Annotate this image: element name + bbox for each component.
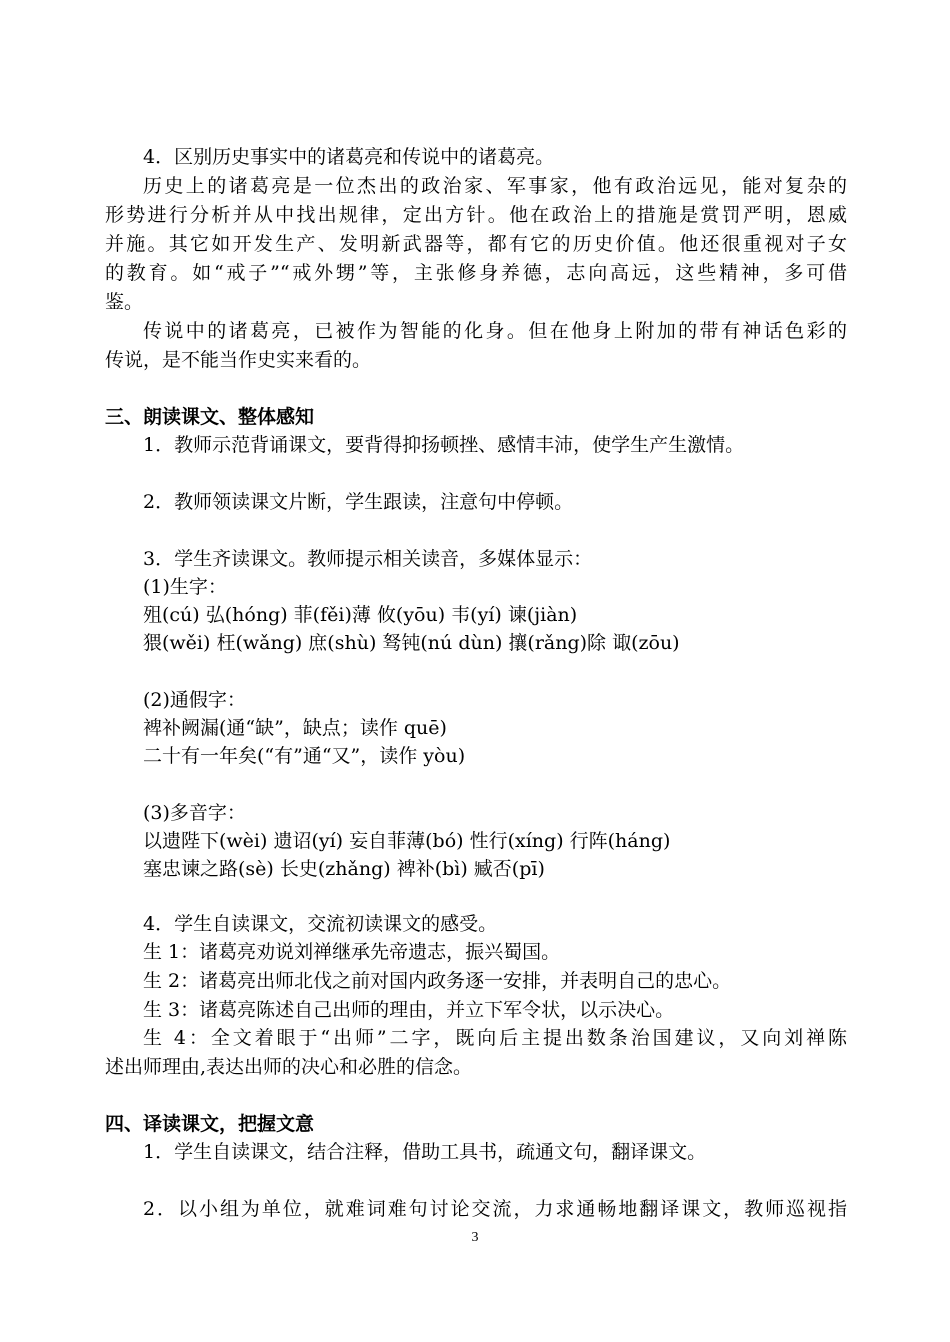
paragraph-line: (2)通假字： (143, 689, 246, 711)
paragraph-line: 的教育。如“戒子”“戒外甥”等，主张修身养德，志向高远，这些精神，多可借 (105, 262, 847, 284)
paragraph-line: 生 4：全文着眼于“出师”二字，既向后主提出数条治国建议，又向刘禅陈 (143, 1027, 847, 1049)
paragraph-line: 生 1：诸葛亮劝说刘禅继承先帝遗志，振兴蜀国。 (143, 941, 561, 963)
paragraph-line: 历史上的诸葛亮是一位杰出的政治家、军事家，他有政治远见，能对复杂的 (143, 175, 847, 197)
paragraph-line: 1．学生自读课文，结合注释，借助工具书，疏通文句，翻译课文。 (143, 1141, 707, 1163)
paragraph-line: 生 3：诸葛亮陈述自己出师的理由，并立下军令状，以示决心。 (143, 999, 675, 1021)
paragraph-line: 2．教师领读课文片断，学生跟读，注意句中停顿。 (143, 491, 574, 513)
paragraph-line: 3．学生齐读课文。教师提示相关读音，多媒体显示： (143, 548, 593, 570)
paragraph-line: 裨补阙漏(通“缺”，缺点；读作 quē) (143, 717, 447, 739)
paragraph-line: 4．区别历史事实中的诸葛亮和传说中的诸葛亮。 (143, 146, 555, 168)
paragraph-line: 并施。其它如开发生产、发明新武器等，都有它的历史价值。他还很重视对子女 (105, 233, 847, 255)
paragraph-line: 塞忠谏之路(sè) 长史(zhǎng) 裨补(bì) 臧否(pī) (143, 858, 545, 880)
paragraph-line: 4．学生自读课文，交流初读课文的感受。 (143, 913, 498, 935)
paragraph-line: 2．以小组为单位，就难词难句讨论交流，力求通畅地翻译课文，教师巡视指 (143, 1198, 847, 1220)
paragraph-line: 述出师理由,表达出师的决心和必胜的信念。 (105, 1056, 473, 1078)
paragraph-line: 殂(cú) 弘(hóng) 菲(fěi)薄 攸(yōu) 韦(yí) 谏(jiàn) (143, 604, 578, 626)
paragraph-line: (3)多音字： (143, 802, 246, 824)
paragraph-line: 二十有一年矣(“有”通“又”，读作 yòu) (143, 745, 466, 767)
paragraph-line: 生 2：诸葛亮出师北伐之前对国内政务逐一安排，并表明自己的忠心。 (143, 970, 732, 992)
paragraph-line: 传说，是不能当作史实来看的。 (105, 349, 372, 371)
paragraph-line: 传说中的诸葛亮，已被作为智能的化身。但在他身上附加的带有神话色彩的 (143, 320, 847, 342)
paragraph-line: 鉴。 (105, 291, 144, 313)
paragraph-line: 1．教师示范背诵课文，要背得抑扬顿挫、感情丰沛，使学生产生激情。 (143, 434, 745, 456)
section-heading: 三、朗读课文、整体感知 (105, 406, 315, 428)
page-number: 3 (471, 1230, 479, 1245)
paragraph-line: 以遗陛下(wèi) 遗诏(yí) 妄自菲薄(bó) 性行(xíng) 行阵(háng) (143, 830, 671, 852)
paragraph-line: (1)生字： (143, 576, 227, 598)
section-heading: 四、译读课文，把握文意 (105, 1113, 315, 1135)
paragraph-line: 猥(wěi) 枉(wǎng) 庶(shù) 驽钝(nú dùn) 攘(rǎng)除 诹(zōu) (143, 632, 680, 654)
paragraph-line: 形势进行分析并从中找出规律，定出方针。他在政治上的措施是赏罚严明，恩威 (105, 204, 847, 226)
